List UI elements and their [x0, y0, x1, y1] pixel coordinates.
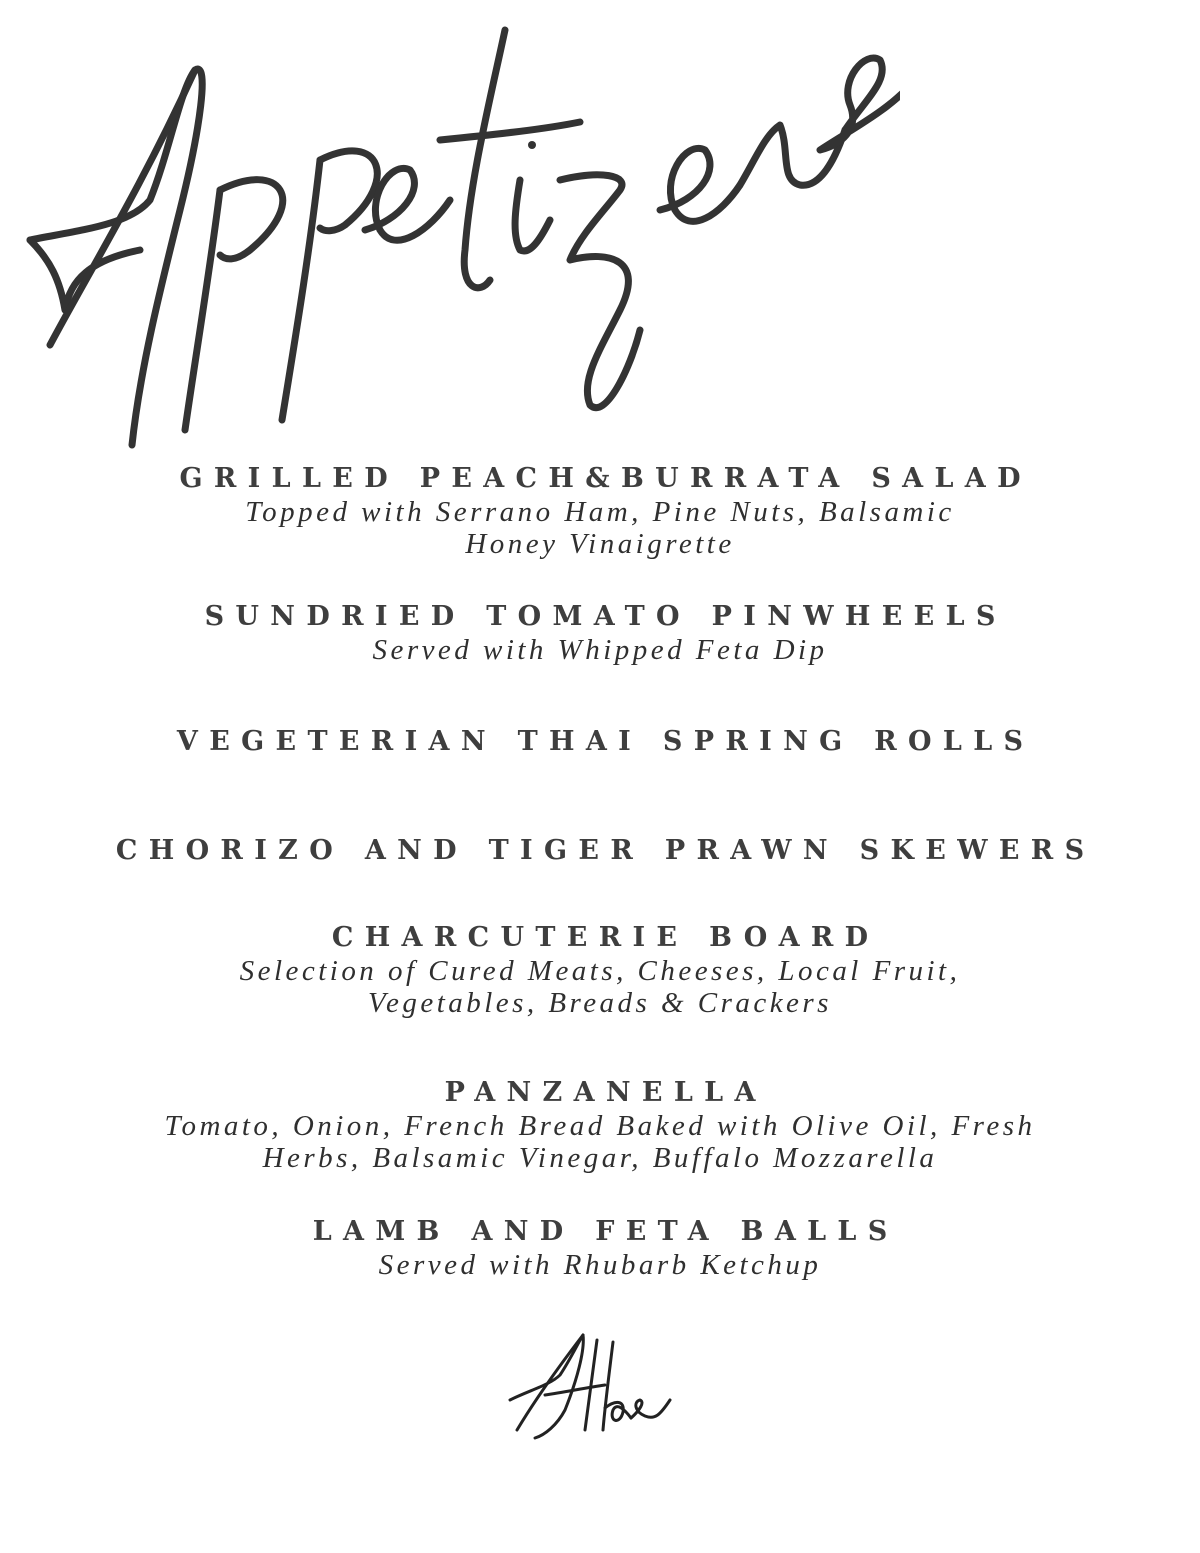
menu-item-description: Topped with Serrano Ham, Pine Nuts, Balsamic Honey Vinaigrette	[245, 496, 955, 560]
menu-item	[0, 462, 1200, 560]
menu-item	[0, 725, 1200, 759]
menu-item-description: Served with Whipped Feta Dip	[372, 634, 828, 666]
menu-item-name: CHORIZO AND TIGER PRAWN SKEWERS	[115, 835, 1096, 866]
menu-item	[0, 834, 1200, 868]
menu-item	[0, 1215, 1200, 1281]
menu-item-description: Selection of Cured Meats, Cheeses, Local Fruit, Vegetables, Breads & Crackers	[239, 955, 961, 1019]
menu-item-name: VEGETERIAN THAI SPRING ROLLS	[176, 726, 1035, 757]
menu-item-name: PANZANELLA	[444, 1077, 767, 1108]
menu-item	[0, 600, 1200, 666]
menu-title-script	[20, 10, 900, 460]
menu-item-name: SUNDRIED TOMATO PINWHEELS	[204, 601, 1007, 632]
menu-item-name: CHARCUTERIE BOARD	[331, 922, 880, 953]
menu-item	[0, 921, 1200, 1019]
menu-item-description: Served with Rhubarb Ketchup	[378, 1249, 822, 1281]
menu-item-name: LAMB AND FETA BALLS	[312, 1216, 899, 1247]
menu-item	[0, 1076, 1200, 1174]
menu-item-name: GRILLED PEACH&BURRATA SALAD	[179, 463, 1032, 494]
atlas-signature-logo	[505, 1330, 680, 1440]
menu-item-description: Tomato, Onion, French Bread Baked with Olive Oil, Fresh Herbs, Balsamic Vinegar, Buffalo Mozzarella	[164, 1110, 1036, 1174]
